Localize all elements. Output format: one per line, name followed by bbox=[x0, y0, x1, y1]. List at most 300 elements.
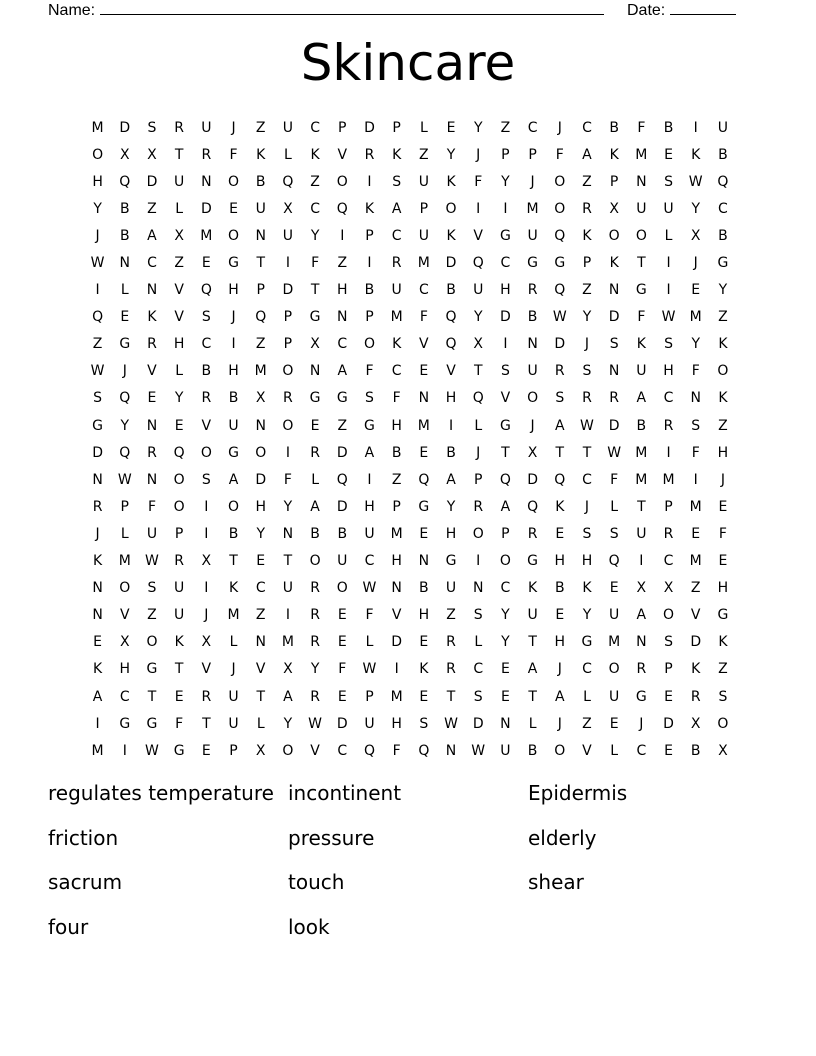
grid-letter: Y bbox=[283, 715, 293, 732]
grid-letter: I bbox=[95, 282, 100, 299]
grid-letter: S bbox=[392, 173, 402, 190]
grid-letter: N bbox=[690, 390, 701, 407]
grid-letter: P bbox=[283, 336, 293, 353]
grid-letter: Z bbox=[582, 282, 592, 299]
grid-letter: D bbox=[336, 444, 348, 461]
grid-row bbox=[84, 520, 737, 547]
grid-letter: U bbox=[527, 607, 538, 624]
grid-letter: T bbox=[501, 444, 510, 461]
grid-row bbox=[84, 331, 737, 358]
grid-letter: K bbox=[528, 580, 538, 597]
grid-letter: U bbox=[500, 742, 511, 759]
grid-letter: G bbox=[146, 715, 158, 732]
grid-letter: I bbox=[204, 498, 209, 515]
grid-letter: O bbox=[200, 444, 212, 461]
grid-letter: P bbox=[609, 173, 619, 190]
grid-letter: H bbox=[228, 363, 239, 380]
grid-letter: L bbox=[583, 688, 591, 705]
grid-letter: X bbox=[636, 580, 647, 597]
grid-letter: D bbox=[690, 634, 702, 651]
word-list-item: regulates temperature bbox=[48, 781, 274, 805]
grid-letter: K bbox=[446, 173, 456, 190]
grid-letter: M bbox=[390, 525, 403, 542]
grid-letter: X bbox=[690, 227, 701, 244]
grid-letter: E bbox=[609, 580, 619, 597]
grid-letter: X bbox=[255, 390, 266, 407]
grid-letter: E bbox=[419, 688, 429, 705]
grid-letter: K bbox=[691, 661, 701, 678]
grid-letter: C bbox=[718, 200, 728, 217]
name-field bbox=[48, 0, 604, 20]
grid-letter: S bbox=[555, 390, 565, 407]
grid-letter: G bbox=[309, 390, 321, 407]
grid-letter: S bbox=[419, 715, 429, 732]
grid-letter: S bbox=[582, 363, 592, 380]
grid-letter: U bbox=[174, 580, 185, 597]
grid-letter: L bbox=[311, 471, 319, 488]
grid-letter: S bbox=[664, 173, 673, 190]
grid-letter: V bbox=[500, 390, 511, 407]
grid-letter: Z bbox=[255, 119, 266, 136]
grid-letter: T bbox=[174, 146, 184, 163]
grid-letter: C bbox=[663, 553, 674, 570]
grid-letter: G bbox=[717, 607, 729, 624]
grid-letter: N bbox=[255, 417, 266, 434]
grid-letter: K bbox=[392, 146, 402, 163]
grid-letter: E bbox=[664, 742, 673, 759]
grid-letter: F bbox=[283, 471, 292, 488]
grid-letter: O bbox=[445, 200, 457, 217]
grid-letter: X bbox=[174, 227, 184, 244]
grid-letter: Y bbox=[446, 498, 456, 515]
grid-letter: D bbox=[200, 200, 212, 217]
grid-letter: J bbox=[95, 525, 100, 542]
grid-letter: M bbox=[689, 309, 702, 326]
grid-letter: M bbox=[689, 553, 702, 570]
grid-letter: F bbox=[392, 742, 401, 759]
word-list-item: friction bbox=[48, 825, 119, 850]
grid-letter: H bbox=[554, 634, 566, 651]
grid-letter: K bbox=[147, 309, 157, 326]
grid-letter: H bbox=[391, 417, 402, 434]
grid-letter: F bbox=[610, 471, 619, 488]
grid-letter: D bbox=[500, 309, 511, 326]
grid-letter: D bbox=[608, 417, 620, 434]
grid-letter: K bbox=[582, 580, 592, 597]
grid-row bbox=[84, 466, 737, 493]
grid-letter: O bbox=[255, 444, 267, 461]
grid-letter: M bbox=[281, 634, 294, 651]
grid-letter: I bbox=[367, 255, 372, 272]
grid-letter: B bbox=[527, 309, 538, 326]
grid-letter: G bbox=[554, 255, 566, 272]
word-list-item: four bbox=[48, 915, 89, 940]
grid-letter: I bbox=[666, 444, 671, 461]
grid-letter: G bbox=[119, 336, 131, 353]
grid-letter: B bbox=[718, 146, 728, 163]
grid-letter: K bbox=[691, 146, 701, 163]
grid-letter: P bbox=[582, 255, 592, 272]
grid-letter: G bbox=[445, 553, 457, 570]
grid-letter: F bbox=[392, 390, 401, 407]
grid-letter: Q bbox=[363, 742, 375, 759]
grid-letter: I bbox=[476, 200, 481, 217]
grid-letter: T bbox=[582, 444, 592, 461]
grid-letter: K bbox=[364, 200, 375, 217]
grid-letter: B bbox=[364, 282, 375, 299]
grid-letter: O bbox=[554, 173, 566, 190]
grid-letter: H bbox=[173, 336, 185, 353]
grid-letter: W bbox=[661, 309, 676, 326]
grid-letter: R bbox=[174, 553, 185, 570]
grid-letter: K bbox=[555, 498, 565, 515]
grid-letter: P bbox=[174, 525, 184, 542]
grid-letter: I bbox=[448, 417, 454, 434]
word-list bbox=[48, 778, 768, 957]
grid-letter: Z bbox=[419, 146, 429, 163]
grid-letter: F bbox=[365, 363, 374, 380]
grid-letter: Y bbox=[718, 282, 728, 299]
grid-letter: U bbox=[527, 227, 538, 244]
grid-letter: P bbox=[501, 525, 510, 542]
grid-letter: D bbox=[527, 471, 538, 488]
grid-letter: Z bbox=[582, 715, 592, 732]
word-list-item: elderly bbox=[528, 825, 597, 850]
grid-letter: L bbox=[284, 146, 292, 163]
grid-letter: P bbox=[392, 498, 401, 515]
grid-letter: S bbox=[609, 336, 619, 353]
grid-letter: S bbox=[691, 417, 701, 434]
grid-letter: O bbox=[336, 173, 348, 190]
grid-letter: C bbox=[201, 336, 212, 353]
grid-letter: G bbox=[418, 498, 430, 515]
grid-letter: K bbox=[446, 227, 456, 244]
grid-letter: X bbox=[310, 336, 320, 353]
grid-letter: Y bbox=[582, 309, 592, 326]
grid-letter: I bbox=[503, 200, 508, 217]
grid-letter: I bbox=[639, 553, 644, 570]
grid-letter: O bbox=[282, 363, 294, 380]
grid-letter: W bbox=[444, 715, 458, 732]
letter-grid bbox=[84, 114, 737, 764]
grid-letter: D bbox=[336, 498, 348, 515]
grid-row bbox=[84, 548, 737, 575]
grid-letter: W bbox=[145, 553, 159, 570]
grid-letter: R bbox=[310, 607, 320, 624]
grid-letter: P bbox=[664, 661, 673, 678]
grid-letter: X bbox=[609, 200, 619, 217]
grid-letter: A bbox=[554, 417, 565, 434]
grid-letter: B bbox=[228, 390, 239, 407]
grid-letter: J bbox=[530, 417, 535, 434]
grid-letter: L bbox=[474, 634, 483, 651]
grid-letter: E bbox=[256, 553, 266, 570]
grid-letter: G bbox=[635, 282, 647, 299]
grid-letter: I bbox=[666, 282, 671, 299]
grid-letter: B bbox=[663, 119, 674, 136]
grid-letter: O bbox=[228, 498, 240, 515]
grid-letter: X bbox=[201, 553, 212, 570]
grid-letter: G bbox=[581, 634, 593, 651]
grid-letter: U bbox=[228, 417, 239, 434]
grid-letter: J bbox=[476, 444, 481, 461]
grid-letter: Y bbox=[473, 119, 483, 136]
word-list-item: sacrum bbox=[48, 870, 123, 895]
grid-letter: M bbox=[635, 471, 648, 488]
grid-letter: T bbox=[256, 688, 265, 705]
grid-letter: P bbox=[283, 309, 293, 326]
grid-letter: L bbox=[256, 715, 265, 732]
grid-letter: V bbox=[391, 607, 402, 624]
word-list-item: touch bbox=[288, 870, 345, 895]
grid-letter: E bbox=[419, 444, 429, 461]
grid-letter: W bbox=[471, 742, 486, 759]
grid-letter: L bbox=[664, 227, 673, 244]
grid-letter: D bbox=[146, 173, 158, 190]
grid-letter: Z bbox=[255, 607, 266, 624]
grid-letter: P bbox=[256, 282, 265, 299]
grid-letter: U bbox=[228, 688, 239, 705]
grid-letter: R bbox=[147, 444, 157, 461]
grid-letter: J bbox=[557, 661, 562, 678]
grid-letter: F bbox=[637, 119, 646, 136]
grid-letter: I bbox=[476, 553, 481, 570]
grid-letter: G bbox=[173, 742, 185, 759]
grid-letter: K bbox=[609, 146, 619, 163]
grid-letter: N bbox=[282, 525, 294, 542]
grid-letter: Y bbox=[691, 336, 700, 353]
grid-letter: B bbox=[419, 580, 429, 597]
grid-letter: C bbox=[500, 580, 511, 597]
grid-letter: X bbox=[283, 661, 293, 678]
grid-letter: L bbox=[610, 498, 619, 515]
grid-letter: N bbox=[146, 417, 158, 434]
grid-letter: G bbox=[146, 661, 158, 678]
grid-letter: U bbox=[445, 580, 457, 597]
grid-letter: A bbox=[283, 688, 293, 705]
grid-letter: W bbox=[362, 661, 377, 678]
grid-letter: B bbox=[446, 282, 456, 299]
grid-letter: U bbox=[418, 227, 429, 244]
grid-letter: C bbox=[337, 742, 348, 759]
grid-letter: C bbox=[582, 661, 592, 678]
grid-letter: E bbox=[609, 715, 619, 732]
grid-letter: B bbox=[228, 525, 239, 542]
date-label: Date: bbox=[627, 2, 666, 19]
grid-letter: E bbox=[310, 417, 320, 434]
grid-letter: X bbox=[473, 336, 484, 353]
grid-letter: L bbox=[175, 363, 184, 380]
grid-letter: K bbox=[93, 553, 103, 570]
grid-letter: F bbox=[147, 498, 156, 515]
grid-letter: Q bbox=[119, 444, 131, 461]
grid-letter: V bbox=[201, 661, 212, 678]
grid-letter: C bbox=[147, 255, 157, 272]
grid-letter: U bbox=[282, 119, 294, 136]
grid-letter: D bbox=[663, 715, 674, 732]
grid-letter: N bbox=[201, 173, 212, 190]
grid-letter: Y bbox=[501, 173, 510, 190]
grid-letter: Y bbox=[93, 200, 102, 217]
grid-letter: T bbox=[147, 688, 157, 705]
word-list-item: look bbox=[288, 915, 330, 940]
grid-letter: S bbox=[582, 525, 592, 542]
grid-letter: J bbox=[557, 119, 562, 136]
grid-letter: X bbox=[527, 444, 538, 461]
grid-letter: X bbox=[283, 200, 293, 217]
grid-letter: D bbox=[445, 255, 457, 272]
grid-letter: R bbox=[147, 336, 157, 353]
grid-letter: Z bbox=[500, 119, 511, 136]
grid-letter: T bbox=[555, 444, 565, 461]
grid-row bbox=[84, 114, 737, 141]
grid-letter: Z bbox=[147, 607, 157, 624]
grid-letter: J bbox=[204, 607, 209, 624]
grid-letter: Q bbox=[92, 309, 104, 326]
grid-letter: I bbox=[394, 661, 399, 678]
grid-letter: E bbox=[446, 119, 456, 136]
grid-letter: F bbox=[691, 444, 700, 461]
grid-letter: Y bbox=[174, 390, 184, 407]
grid-letter: R bbox=[92, 498, 103, 515]
grid-letter: N bbox=[92, 471, 103, 488]
grid-letter: Y bbox=[501, 634, 510, 651]
grid-letter: V bbox=[255, 661, 266, 678]
grid-letter: J bbox=[122, 363, 127, 380]
grid-letter: G bbox=[336, 390, 348, 407]
grid-letter: H bbox=[255, 498, 266, 515]
grid-letter: E bbox=[664, 146, 673, 163]
grid-letter: T bbox=[637, 498, 646, 515]
grid-letter: A bbox=[337, 363, 348, 380]
grid-letter: V bbox=[582, 742, 592, 759]
grid-letter: J bbox=[557, 715, 562, 732]
grid-letter: O bbox=[635, 227, 647, 244]
grid-letter: S bbox=[473, 607, 483, 624]
grid-letter: C bbox=[255, 580, 266, 597]
grid-letter: V bbox=[419, 336, 429, 353]
grid-letter: N bbox=[119, 255, 131, 272]
grid-letter: X bbox=[663, 580, 674, 597]
grid-letter: H bbox=[119, 661, 131, 678]
grid-letter: N bbox=[608, 282, 620, 299]
grid-letter: O bbox=[663, 607, 675, 624]
grid-letter: W bbox=[362, 580, 377, 597]
grid-letter: A bbox=[554, 688, 565, 705]
grid-letter: Y bbox=[691, 200, 700, 217]
grid-letter: T bbox=[256, 255, 265, 272]
grid-letter: Z bbox=[718, 309, 728, 326]
grid-letter: O bbox=[472, 525, 484, 542]
grid-letter: P bbox=[338, 119, 347, 136]
grid-letter: R bbox=[310, 688, 320, 705]
grid-letter: N bbox=[255, 634, 266, 651]
grid-letter: V bbox=[174, 282, 184, 299]
date-field bbox=[627, 0, 736, 20]
grid-letter: P bbox=[229, 742, 238, 759]
grid-letter: U bbox=[609, 688, 620, 705]
grid-row bbox=[84, 493, 737, 520]
grid-letter: V bbox=[201, 417, 212, 434]
grid-letter: T bbox=[283, 553, 293, 570]
grid-letter: W bbox=[308, 715, 323, 732]
grid-letter: D bbox=[282, 282, 294, 299]
grid-letter: L bbox=[229, 634, 238, 651]
grid-letter: S bbox=[201, 309, 211, 326]
grid-letter: Q bbox=[282, 173, 294, 190]
grid-letter: G bbox=[499, 417, 511, 434]
grid-letter: C bbox=[310, 200, 320, 217]
grid-letter: C bbox=[500, 255, 511, 272]
grid-letter: J bbox=[720, 471, 725, 488]
name-underline bbox=[100, 0, 604, 15]
grid-letter: Q bbox=[200, 282, 212, 299]
grid-letter: R bbox=[554, 363, 565, 380]
grid-letter: L bbox=[419, 119, 428, 136]
grid-letter: S bbox=[718, 688, 728, 705]
grid-letter: U bbox=[636, 200, 647, 217]
grid-letter: S bbox=[473, 688, 483, 705]
grid-letter: B bbox=[255, 173, 266, 190]
grid-letter: Q bbox=[119, 173, 131, 190]
grid-row bbox=[84, 412, 737, 439]
grid-letter: T bbox=[637, 255, 646, 272]
grid-letter: Y bbox=[310, 661, 320, 678]
grid-letter: E bbox=[419, 634, 429, 651]
grid-letter: K bbox=[582, 227, 592, 244]
grid-letter: I bbox=[503, 336, 508, 353]
grid-letter: Q bbox=[472, 255, 484, 272]
grid-letter: H bbox=[92, 173, 103, 190]
grid-letter: I bbox=[693, 471, 698, 488]
grid-letter: O bbox=[499, 553, 511, 570]
grid-letter: F bbox=[311, 255, 320, 272]
grid-letter: U bbox=[663, 200, 674, 217]
grid-letter: W bbox=[145, 742, 159, 759]
grid-letter: V bbox=[473, 227, 483, 244]
grid-letter: H bbox=[717, 444, 729, 461]
grid-letter: N bbox=[309, 363, 321, 380]
grid-letter: G bbox=[717, 255, 729, 272]
grid-letter: Z bbox=[310, 173, 320, 190]
grid-letter: H bbox=[391, 715, 402, 732]
grid-letter: C bbox=[473, 661, 484, 678]
grid-letter: Q bbox=[554, 282, 566, 299]
grid-letter: T bbox=[528, 688, 537, 705]
grid-letter: F bbox=[365, 607, 374, 624]
grid-letter: U bbox=[391, 282, 402, 299]
grid-letter: L bbox=[474, 417, 483, 434]
grid-letter: Z bbox=[446, 607, 456, 624]
grid-letter: Q bbox=[336, 471, 348, 488]
grid-letter: H bbox=[554, 553, 566, 570]
grid-letter: D bbox=[391, 634, 403, 651]
grid-letter: N bbox=[146, 282, 158, 299]
grid-letter: E bbox=[555, 607, 565, 624]
grid-letter: O bbox=[228, 227, 240, 244]
grid-letter: E bbox=[229, 200, 238, 217]
grid-letter: P bbox=[365, 227, 374, 244]
word-list-item: shear bbox=[528, 870, 584, 895]
grid-letter: I bbox=[285, 607, 290, 624]
grid-letter: Z bbox=[337, 255, 348, 272]
grid-letter: P bbox=[664, 498, 673, 515]
grid-letter: S bbox=[609, 525, 619, 542]
grid-letter: V bbox=[690, 607, 701, 624]
grid-letter: U bbox=[636, 363, 647, 380]
grid-letter: P bbox=[392, 119, 401, 136]
grid-letter: V bbox=[174, 309, 184, 326]
